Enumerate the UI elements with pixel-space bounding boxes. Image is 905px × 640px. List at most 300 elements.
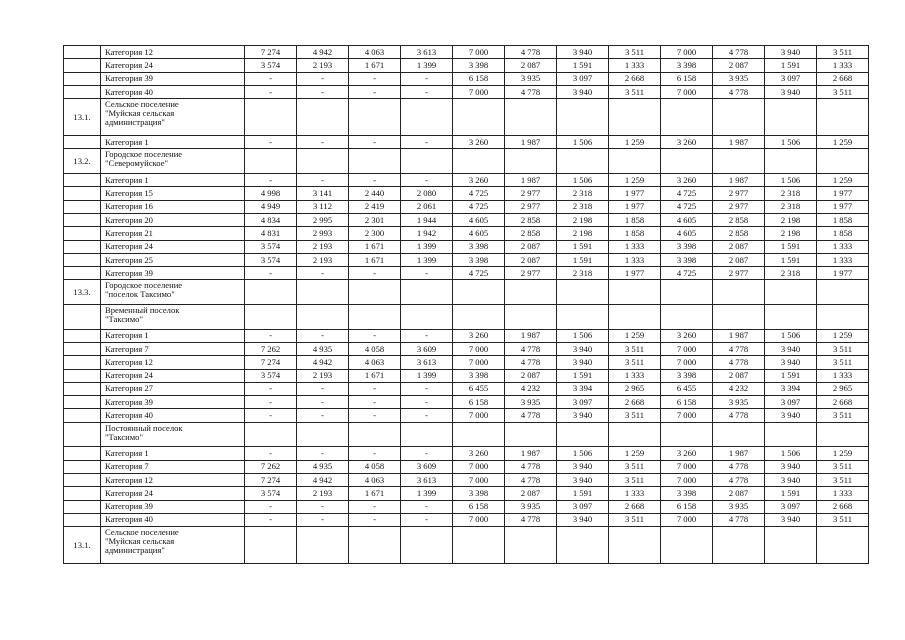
- table-row: [64, 305, 869, 330]
- table-cell: 4 949: [245, 200, 297, 213]
- table-cell: 1 987: [713, 329, 765, 342]
- table-row: [64, 187, 869, 200]
- table-cell: [609, 280, 661, 305]
- table-row: [64, 213, 869, 226]
- table-cell: 4 778: [505, 46, 557, 59]
- row-label: Городское поселение "Северомуйское": [101, 149, 245, 174]
- table-cell: 2 995: [297, 213, 349, 226]
- table-cell: -: [297, 447, 349, 460]
- table-cell: 4 942: [297, 356, 349, 369]
- table-row: [64, 382, 869, 395]
- table-cell: [661, 422, 713, 447]
- table-row: [64, 59, 869, 72]
- table-cell: 1 987: [505, 447, 557, 460]
- row-label: Категория 39: [101, 500, 245, 513]
- table-cell: 1 506: [765, 174, 817, 187]
- row-label: Категория 7: [101, 342, 245, 355]
- table-cell: 4 725: [661, 267, 713, 280]
- table-cell: -: [245, 500, 297, 513]
- table-cell: 4 778: [713, 342, 765, 355]
- table-cell: 4 778: [505, 356, 557, 369]
- table-cell: 2 198: [557, 227, 609, 240]
- row-label: Категория 1: [101, 329, 245, 342]
- row-label: Постоянный поселок "Таксимо": [101, 422, 245, 447]
- table-cell: 1 977: [817, 267, 869, 280]
- table-cell: 1 506: [557, 136, 609, 149]
- table-cell: 3 511: [609, 85, 661, 98]
- row-number: [64, 382, 101, 395]
- table-cell: 4 063: [349, 356, 401, 369]
- table-cell: 1 671: [349, 369, 401, 382]
- table-cell: 2 061: [401, 200, 453, 213]
- table-cell: 3 394: [557, 382, 609, 395]
- table-cell: 2 087: [505, 369, 557, 382]
- table-cell: 1 333: [609, 369, 661, 382]
- table-cell: [557, 527, 609, 564]
- table-row: [64, 369, 869, 382]
- table-cell: -: [245, 329, 297, 342]
- table-cell: 2 318: [765, 187, 817, 200]
- table-cell: 3 398: [453, 240, 505, 253]
- table-cell: 1 259: [609, 329, 661, 342]
- table-cell: -: [401, 329, 453, 342]
- table-cell: 7 000: [453, 513, 505, 526]
- table-cell: 7 274: [245, 46, 297, 59]
- tariff-table: [63, 45, 869, 564]
- table-cell: [713, 280, 765, 305]
- table-cell: 7 000: [453, 473, 505, 486]
- table-cell: 2 858: [505, 227, 557, 240]
- table-cell: -: [245, 396, 297, 409]
- table-cell: 2 087: [713, 59, 765, 72]
- table-cell: 2 977: [505, 267, 557, 280]
- table-cell: -: [245, 174, 297, 187]
- row-number: [64, 487, 101, 500]
- row-label: Категория 12: [101, 473, 245, 486]
- row-label: Категория 25: [101, 253, 245, 266]
- table-cell: 4 058: [349, 460, 401, 473]
- table-cell: -: [349, 329, 401, 342]
- table-cell: 3 260: [661, 447, 713, 460]
- table-cell: -: [349, 136, 401, 149]
- table-cell: [609, 149, 661, 174]
- table-cell: 4 063: [349, 46, 401, 59]
- table-cell: -: [401, 513, 453, 526]
- table-cell: 2 193: [297, 59, 349, 72]
- table-cell: [245, 149, 297, 174]
- table-cell: 1 987: [505, 136, 557, 149]
- row-number: [64, 227, 101, 240]
- table-cell: [661, 149, 713, 174]
- table-cell: [245, 305, 297, 330]
- table-cell: 2 419: [349, 200, 401, 213]
- table-cell: 3 260: [453, 329, 505, 342]
- table-cell: 3 260: [661, 174, 713, 187]
- table-cell: [349, 305, 401, 330]
- table-cell: 3 609: [401, 460, 453, 473]
- table-cell: 1 858: [817, 213, 869, 226]
- table-cell: 1 399: [401, 59, 453, 72]
- row-label: Категория 15: [101, 187, 245, 200]
- table-cell: 6 158: [453, 500, 505, 513]
- table-cell: 2 965: [609, 382, 661, 395]
- table-cell: 2 318: [557, 200, 609, 213]
- table-cell: 3 940: [765, 460, 817, 473]
- table-cell: -: [401, 72, 453, 85]
- table-cell: 1 977: [817, 187, 869, 200]
- table-cell: [817, 280, 869, 305]
- table-row: [64, 174, 869, 187]
- table-cell: [245, 99, 297, 136]
- table-cell: 1 259: [817, 329, 869, 342]
- table-cell: -: [349, 500, 401, 513]
- table-cell: 3 398: [661, 487, 713, 500]
- table-cell: [557, 280, 609, 305]
- table-cell: 3 940: [557, 513, 609, 526]
- table-cell: 7 000: [453, 409, 505, 422]
- row-label: Категория 1: [101, 136, 245, 149]
- table-cell: [765, 305, 817, 330]
- row-number: [64, 72, 101, 85]
- table-cell: 3 613: [401, 473, 453, 486]
- table-cell: 3 398: [453, 369, 505, 382]
- table-cell: 4 725: [453, 200, 505, 213]
- table-cell: 4 834: [245, 213, 297, 226]
- table-cell: [765, 280, 817, 305]
- table-cell: 3 940: [765, 342, 817, 355]
- row-label: Категория 39: [101, 396, 245, 409]
- table-cell: [505, 149, 557, 174]
- table-cell: 1 333: [609, 253, 661, 266]
- row-number: [64, 342, 101, 355]
- table-cell: 3 260: [661, 329, 713, 342]
- table-cell: 1 591: [765, 59, 817, 72]
- row-label: Категория 39: [101, 267, 245, 280]
- table-cell: 4 605: [453, 227, 505, 240]
- table-cell: 1 987: [713, 447, 765, 460]
- table-cell: 7 000: [453, 460, 505, 473]
- table-cell: 3 097: [557, 72, 609, 85]
- table-cell: 3 511: [817, 342, 869, 355]
- table-cell: [401, 305, 453, 330]
- table-cell: 3 511: [817, 85, 869, 98]
- table-cell: 1 858: [609, 227, 661, 240]
- table-cell: 2 193: [297, 369, 349, 382]
- table-cell: [661, 99, 713, 136]
- table-cell: 3 141: [297, 187, 349, 200]
- table-cell: 2 993: [297, 227, 349, 240]
- table-cell: 4 232: [713, 382, 765, 395]
- table-cell: 1 506: [557, 174, 609, 187]
- row-number: [64, 59, 101, 72]
- row-number: [64, 513, 101, 526]
- table-cell: 7 000: [453, 46, 505, 59]
- row-number: [64, 305, 101, 330]
- table-cell: [609, 305, 661, 330]
- table-cell: 3 940: [557, 356, 609, 369]
- row-label: Категория 40: [101, 409, 245, 422]
- table-row: [64, 149, 869, 174]
- table-cell: 1 591: [557, 487, 609, 500]
- table-cell: [817, 99, 869, 136]
- table-row: [64, 85, 869, 98]
- table-cell: 2 668: [609, 72, 661, 85]
- table-cell: 3 398: [453, 487, 505, 500]
- row-label: Категория 1: [101, 447, 245, 460]
- table-cell: -: [297, 396, 349, 409]
- table-cell: -: [245, 267, 297, 280]
- table-cell: 1 259: [609, 174, 661, 187]
- table-cell: 3 935: [505, 500, 557, 513]
- table-cell: 3 511: [817, 513, 869, 526]
- row-label: Категория 21: [101, 227, 245, 240]
- table-cell: 2 668: [609, 396, 661, 409]
- table-cell: 4 778: [505, 409, 557, 422]
- table-cell: 4 778: [713, 513, 765, 526]
- table-cell: 4 778: [713, 460, 765, 473]
- table-cell: 1 987: [713, 174, 765, 187]
- row-number: 13.1.: [64, 99, 101, 136]
- table-cell: 3 940: [765, 356, 817, 369]
- table-cell: 1 977: [609, 200, 661, 213]
- table-cell: [297, 527, 349, 564]
- table-cell: 1 333: [609, 240, 661, 253]
- table-cell: 2 087: [713, 369, 765, 382]
- row-label: Категория 16: [101, 200, 245, 213]
- table-cell: 3 940: [765, 46, 817, 59]
- table-cell: [817, 527, 869, 564]
- table-cell: [297, 280, 349, 305]
- table-cell: 1 506: [765, 447, 817, 460]
- table-cell: 3 097: [557, 500, 609, 513]
- table-cell: 4 063: [349, 473, 401, 486]
- row-number: [64, 369, 101, 382]
- row-number: 13.3.: [64, 280, 101, 305]
- table-cell: 4 778: [713, 356, 765, 369]
- table-cell: 4 942: [297, 473, 349, 486]
- row-label: Категория 12: [101, 356, 245, 369]
- table-cell: [349, 149, 401, 174]
- row-number: [64, 213, 101, 226]
- row-number: [64, 267, 101, 280]
- table-cell: 1 333: [609, 59, 661, 72]
- table-cell: 2 668: [817, 72, 869, 85]
- table-cell: 2 198: [557, 213, 609, 226]
- row-number: [64, 500, 101, 513]
- table-cell: 2 198: [765, 213, 817, 226]
- table-cell: [713, 149, 765, 174]
- table-cell: 3 398: [661, 369, 713, 382]
- table-cell: 3 398: [453, 59, 505, 72]
- table-cell: 3 511: [817, 460, 869, 473]
- table-cell: 1 591: [765, 487, 817, 500]
- table-cell: [817, 422, 869, 447]
- table-cell: 1 987: [505, 329, 557, 342]
- table-cell: 1 506: [765, 329, 817, 342]
- row-number: [64, 460, 101, 473]
- table-cell: 1 858: [817, 227, 869, 240]
- table-cell: -: [245, 513, 297, 526]
- row-number: [64, 174, 101, 187]
- table-cell: 1 591: [557, 240, 609, 253]
- table-cell: -: [349, 396, 401, 409]
- table-cell: -: [349, 267, 401, 280]
- table-cell: 2 087: [713, 240, 765, 253]
- table-cell: [297, 149, 349, 174]
- table-cell: 1 591: [765, 369, 817, 382]
- row-number: [64, 253, 101, 266]
- table-cell: 3 511: [817, 356, 869, 369]
- table-cell: 7 000: [661, 342, 713, 355]
- table-cell: -: [401, 85, 453, 98]
- table-cell: 1 333: [817, 240, 869, 253]
- row-label: Категория 1: [101, 174, 245, 187]
- table-cell: 3 112: [297, 200, 349, 213]
- table-cell: 4 725: [661, 187, 713, 200]
- table-cell: -: [349, 409, 401, 422]
- table-cell: 1 591: [765, 240, 817, 253]
- table-row: [64, 473, 869, 486]
- table-cell: 7 000: [661, 473, 713, 486]
- row-label: Категория 24: [101, 487, 245, 500]
- table-cell: 3 097: [765, 500, 817, 513]
- row-number: [64, 136, 101, 149]
- row-number: [64, 85, 101, 98]
- table-cell: -: [245, 409, 297, 422]
- table-cell: [713, 305, 765, 330]
- table-cell: [817, 305, 869, 330]
- table-cell: 3 097: [557, 396, 609, 409]
- row-number: [64, 409, 101, 422]
- table-cell: 1 259: [609, 447, 661, 460]
- table-cell: 2 300: [349, 227, 401, 240]
- table-cell: 7 000: [661, 356, 713, 369]
- table-row: [64, 527, 869, 564]
- table-cell: 7 274: [245, 356, 297, 369]
- table-cell: 1 399: [401, 487, 453, 500]
- table-cell: 3 260: [661, 136, 713, 149]
- table-row: [64, 253, 869, 266]
- table-row: [64, 72, 869, 85]
- table-cell: [297, 99, 349, 136]
- table-cell: 6 455: [453, 382, 505, 395]
- table-cell: [661, 280, 713, 305]
- table-cell: 4 778: [505, 85, 557, 98]
- row-label: Временный поселок "Таксимо": [101, 305, 245, 330]
- row-label: Категория 39: [101, 72, 245, 85]
- table-cell: 1 671: [349, 240, 401, 253]
- table-cell: 7 000: [453, 342, 505, 355]
- table-cell: 3 097: [765, 396, 817, 409]
- table-row: [64, 513, 869, 526]
- table-cell: 7 000: [453, 356, 505, 369]
- table-cell: [245, 280, 297, 305]
- table-cell: -: [401, 267, 453, 280]
- table-cell: [245, 527, 297, 564]
- table-cell: 4 778: [505, 473, 557, 486]
- table-cell: [505, 305, 557, 330]
- table-cell: [401, 99, 453, 136]
- table-cell: [609, 422, 661, 447]
- table-cell: -: [349, 72, 401, 85]
- table-cell: 3 398: [453, 253, 505, 266]
- row-number: [64, 240, 101, 253]
- table-cell: 3 511: [609, 473, 661, 486]
- table-cell: 3 511: [817, 409, 869, 422]
- table-cell: 1 671: [349, 487, 401, 500]
- table-cell: 3 260: [453, 136, 505, 149]
- table-cell: 4 778: [713, 473, 765, 486]
- table-cell: -: [401, 396, 453, 409]
- table-cell: 3 260: [453, 174, 505, 187]
- table-cell: 1 333: [817, 253, 869, 266]
- table-cell: 7 000: [661, 46, 713, 59]
- table-cell: 7 000: [661, 409, 713, 422]
- table-cell: 2 193: [297, 487, 349, 500]
- table-cell: 1 987: [713, 136, 765, 149]
- table-cell: 1 259: [817, 136, 869, 149]
- row-number: [64, 422, 101, 447]
- table-cell: 2 440: [349, 187, 401, 200]
- table-cell: 1 944: [401, 213, 453, 226]
- table-cell: 2 858: [713, 213, 765, 226]
- table-cell: 1 987: [505, 174, 557, 187]
- table-cell: [349, 527, 401, 564]
- table-cell: 3 940: [765, 409, 817, 422]
- table-cell: -: [297, 382, 349, 395]
- table-cell: -: [401, 500, 453, 513]
- table-row: [64, 267, 869, 280]
- table-cell: 1 977: [609, 187, 661, 200]
- table-cell: 3 574: [245, 487, 297, 500]
- table-cell: [713, 422, 765, 447]
- table-cell: -: [245, 136, 297, 149]
- table-cell: 2 087: [505, 59, 557, 72]
- row-number: [64, 200, 101, 213]
- table-cell: [609, 527, 661, 564]
- table-cell: 2 977: [713, 267, 765, 280]
- table-cell: 3 940: [557, 342, 609, 355]
- table-cell: -: [349, 174, 401, 187]
- table-row: [64, 227, 869, 240]
- table-cell: 2 301: [349, 213, 401, 226]
- table-cell: 3 511: [609, 513, 661, 526]
- table-cell: 2 977: [713, 187, 765, 200]
- row-label: Городское поселение "поселок Таксимо": [101, 280, 245, 305]
- table-cell: -: [401, 174, 453, 187]
- table-cell: 3 935: [505, 396, 557, 409]
- row-label: Категория 24: [101, 369, 245, 382]
- table-cell: 7 000: [661, 85, 713, 98]
- table-cell: [297, 422, 349, 447]
- table-cell: 3 940: [557, 46, 609, 59]
- table-cell: 1 942: [401, 227, 453, 240]
- table-row: [64, 240, 869, 253]
- table-cell: 3 398: [661, 253, 713, 266]
- table-cell: [453, 527, 505, 564]
- table-cell: 1 591: [557, 253, 609, 266]
- table-cell: -: [297, 174, 349, 187]
- table-cell: [505, 527, 557, 564]
- table-cell: -: [297, 136, 349, 149]
- table-cell: 4 605: [661, 227, 713, 240]
- table-cell: 4 725: [453, 267, 505, 280]
- table-cell: 1 977: [817, 200, 869, 213]
- table-cell: -: [401, 409, 453, 422]
- table-cell: 4 605: [661, 213, 713, 226]
- table-row: [64, 487, 869, 500]
- table-cell: 4 725: [453, 187, 505, 200]
